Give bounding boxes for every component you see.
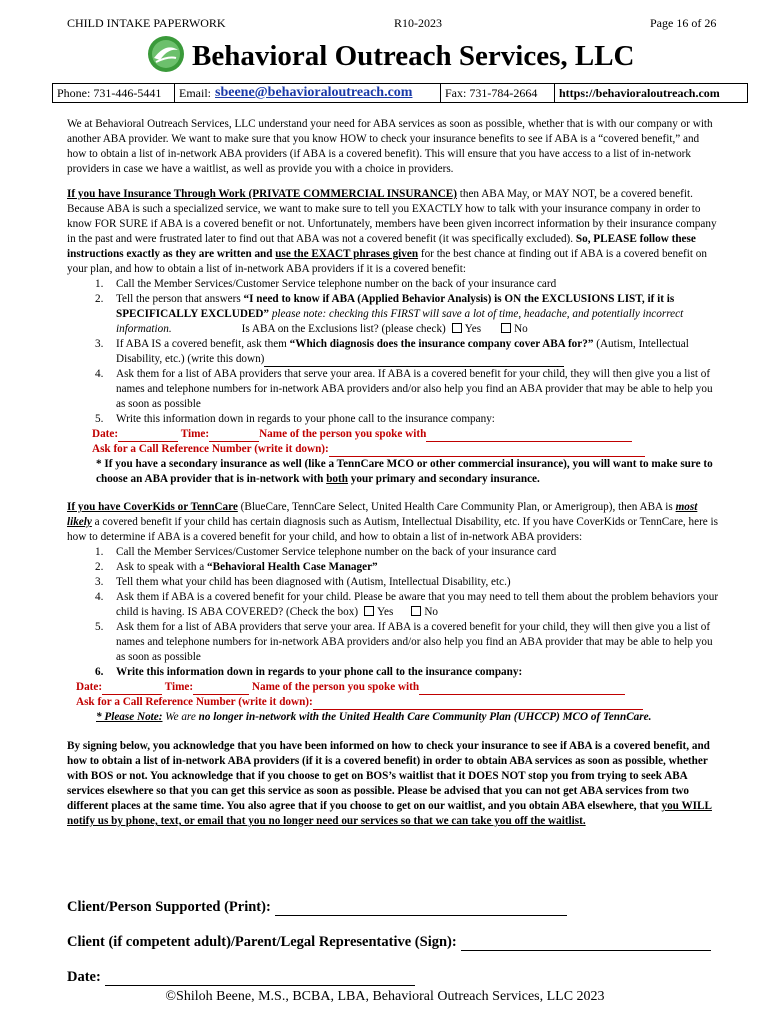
tenncare-call-log: Date: Time: Name of the person you spoke with <box>67 680 721 695</box>
email-label: Email: <box>179 85 211 100</box>
tenncare-heading: If you have CoverKids or TennCare <box>67 501 238 513</box>
tenncare-date-field[interactable] <box>102 683 162 695</box>
covered-yes-checkbox[interactable] <box>364 606 374 616</box>
private-heading: If you have Insurance Through Work (PRIVATE COMMERCIAL INSURANCE) <box>67 188 457 200</box>
exclusions-yes-checkbox[interactable] <box>452 323 462 333</box>
page-number: Page 16 of 26 <box>650 16 717 30</box>
private-insurance-paragraph: If you have Insurance Through Work (PRIVATE COMMERCIAL INSURANCE) then ABA May, or MAY NOT, be a covered benefit. Because ABA is such a specialized service, we want to make sure to tell you EXACTLY how to talk with your insurance company in order to know FOR SURE if ABA is a covered benefit or not. Unfortunately, members have been given incorrect information by their insurance company in the past and were frustrated later to find out that ABA was not a covered benefit (it was specifically excluded). So, PLEASE follow these instructions exactly as they are written and use the EXACT phrases given for the best chance at finding out if ABA is a covered benefit on your plan, and how to obtain a list of in-network ABA providers if it is a covered benefit: <box>67 188 717 275</box>
footer-copyright: ©Shiloh Beene, M.S., BCBA, LBA, Behavioral Outreach Services, LLC 2023 <box>165 989 605 1004</box>
private-person-field[interactable] <box>426 430 632 442</box>
tenncare-person-field[interactable] <box>419 683 625 695</box>
website-link[interactable]: https://behavioraloutreach.com <box>559 85 720 100</box>
private-steps <box>67 277 721 427</box>
company-logo-icon <box>146 34 186 74</box>
signature-date-field[interactable] <box>105 985 415 986</box>
list-item: 3. If ABA IS a covered benefit, ask them “Which diagnosis does the insurance company cover ABA for?” (Autism, Intellectual Disability, etc.) (write this down) <box>95 338 689 365</box>
private-time-field[interactable] <box>209 430 259 442</box>
fax: Fax: 731-784-2664 <box>441 84 555 102</box>
private-reference-field[interactable] <box>329 445 645 457</box>
tenncare-reference-field[interactable] <box>313 698 643 710</box>
covered-no-checkbox[interactable] <box>411 606 421 616</box>
parent-sign-field[interactable] <box>461 950 711 951</box>
intro-paragraph: We at Behavioral Outreach Services, LLC understand your need for ABA services as soon as possible, whether that is with our company or with another ABA provider. We want to make sure that you know HOW to check your insurance benefits to see if ABA is a “covered benefit,” and how to obtain a list of in-network ABA providers (if ABA is a covered benefit). This will ensure that you have access to a list of in-network providers in case we have a waitlist, as well as provide you with a choice in providers. <box>67 118 713 175</box>
private-date-field[interactable] <box>118 430 178 442</box>
client-print-field[interactable] <box>275 915 567 916</box>
exclusions-no-checkbox[interactable] <box>501 323 511 333</box>
list-item: 6. Write this information down in regards to your phone call to the insurance company: <box>95 666 523 678</box>
list-item: 5. Write this information down in regards to your phone call to the insurance company: <box>95 413 495 425</box>
list-item: 4. Ask them for a list of ABA providers that serve your area. If ABA is a covered benefit for your child, they will then give you a list of names and telephone numbers for in-network ABA providers and/or also help you find an ABA provider that may be able to help you as soon as possible <box>95 368 713 410</box>
list-item: 5. Ask them for a list of ABA providers that serve your area. If ABA is a covered benefit for your child, they will then give you a list of names and telephone numbers for in-network ABA providers and/or also help you find an ABA provider that may be able to help you as soon as possible <box>95 621 713 663</box>
secondary-insurance-note: * If you have a secondary insurance as well (like a TennCare MCO or other commercial insurance), you will want to make sure to choose an ABA provider that is in-network with both your primary and secondary insurance. <box>96 458 713 485</box>
document-body <box>67 117 721 829</box>
private-reference: Ask for a Call Reference Number (write it down): <box>67 442 721 457</box>
list-item: 2. Tell the person that answers “I need to know if ABA (Applied Behavior Analysis) is ON the EXCLUSIONS LIST, if it is SPECIFICALLY EXCLUDED” please note: checking this FIRST will save a lot of time, headache, and potentially incorrect information. Is ABA on the Exclusions list? (please check) Yes No <box>95 293 684 335</box>
email-link[interactable]: sbeene@behavioraloutreach.com <box>215 85 413 100</box>
email-cell <box>175 84 441 102</box>
parent-sign-row: Client (if competent adult)/Parent/Legal Representative (Sign): <box>67 934 711 951</box>
private-call-log: Date: Time: Name of the person you spoke with <box>67 427 721 442</box>
tenncare-note: * Please Note: We are no longer in-network with the United Health Care Community Plan (UHCCP) MCO of TennCare. <box>96 711 652 723</box>
list-item: 2. Ask to speak with a “Behavioral Health Case Manager” <box>95 561 378 573</box>
phone: Phone: 731-446-5441 <box>53 84 175 102</box>
list-item: 4. Ask them if ABA is a covered benefit for your child. Please be aware that you may need to tell them about the problem behaviors your child is having. IS ABA COVERED? (Check the box) Yes No <box>95 591 719 618</box>
acknowledgement-paragraph: By signing below, you acknowledge that you have been informed on how to check your insurance to see if ABA is a covered benefit, and how to obtain a list of in-network ABA providers (if it is a covered benefit) in order to obtain ABA services as soon as possible, whether with BOS or not. You acknowledge that if you choose to get on BOS’s waitlist that it DOES NOT stop you from trying to seek ABA services elsewhere so that you can get this service as soon as possible. Please be advised that you can not get ABA services from two different places at the same time. You also agree that if you choose to get on our waitlist, and you obtain ABA elsewhere, that you WILL notify us by phone, text, or email that you no longer need our services so that we can take you off the waitlist. <box>67 740 712 827</box>
header-left: CHILD INTAKE PAPERWORK <box>67 16 226 30</box>
client-print-row: Client/Person Supported (Print): <box>67 899 567 916</box>
list-item: 1. Call the Member Services/Customer Service telephone number on the back of your insurance card <box>95 546 557 558</box>
date-row: Date: <box>67 969 415 986</box>
tenncare-time-field[interactable] <box>193 683 249 695</box>
tenncare-paragraph: If you have CoverKids or TennCare (BlueCare, TennCare Select, United Health Care Community Plan, or Amerigroup), then ABA is most likely a covered benefit if your child has certain diagnosis such as Autism, Intellectual Disability, etc. If you have CoverKids or TennCare, here is how to determine if ABA is a covered benefit for your child, and how to obtain a list of in-network ABA providers: <box>67 501 719 543</box>
list-item: 1. Call the Member Services/Customer Service telephone number on the back of your insurance card <box>95 278 557 290</box>
tenncare-reference: Ask for a Call Reference Number (write it down): <box>67 695 721 710</box>
list-item: 3. Tell them what your child has been diagnosed with (Autism, Intellectual Disability, etc.) <box>95 576 511 588</box>
tenncare-steps <box>67 545 721 680</box>
company-name: Behavioral Outreach Services, LLC <box>192 40 635 72</box>
contact-bar <box>52 83 748 103</box>
header-revision: R10-2023 <box>394 16 442 30</box>
